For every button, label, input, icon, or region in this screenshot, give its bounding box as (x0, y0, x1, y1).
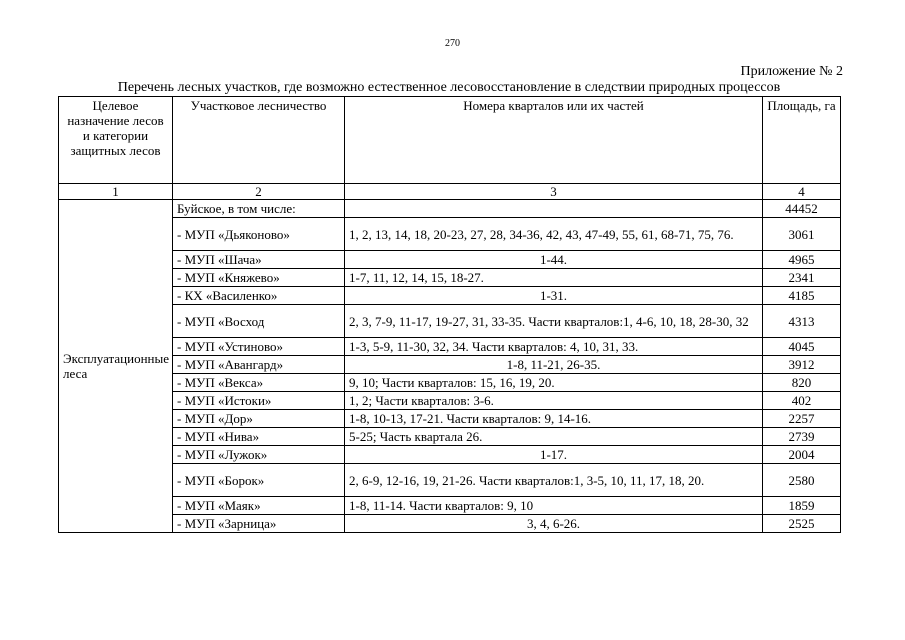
forestry-cell: - МУП «Восход (173, 305, 345, 338)
area-cell: 2257 (763, 410, 841, 428)
quarters-cell: 1-8, 10-13, 17-21. Части кварталов: 9, 14-16. (345, 410, 763, 428)
document-title: Перечень лесных участков, где возможно естественное лесовосстановление в следствии природных процессов (117, 80, 781, 95)
quarters-cell: 5-25; Часть квартала 26. (345, 428, 763, 446)
category-cell: Эксплуатационные леса (59, 200, 173, 533)
table-row (59, 287, 841, 305)
table-row (59, 200, 841, 218)
forestry-cell: - МУП «Нива» (173, 428, 345, 446)
quarters-cell: 1-31. (345, 287, 763, 305)
quarters-cell: 1, 2, 13, 14, 18, 20-23, 27, 28, 34-36, 42, 43, 47-49, 55, 61, 68-71, 75, 76. (345, 218, 763, 251)
column-number: 4 (763, 184, 841, 200)
quarters-cell: 1-8, 11-14. Части кварталов: 9, 10 (345, 497, 763, 515)
header-forestry: Участковое лесничество (173, 97, 345, 184)
quarters-cell: 1-17. (345, 446, 763, 464)
area-cell: 2739 (763, 428, 841, 446)
forestry-cell: - МУП «Дьяконово» (173, 218, 345, 251)
quarters-cell: 9, 10; Части кварталов: 15, 16, 19, 20. (345, 374, 763, 392)
table-row (59, 218, 841, 251)
area-cell: 4965 (763, 251, 841, 269)
table-row (59, 374, 841, 392)
table-header-row (59, 97, 841, 184)
forestry-cell: - МУП «Шача» (173, 251, 345, 269)
header-quarters: Номера кварталов или их частей (345, 97, 763, 184)
table-row (59, 305, 841, 338)
area-cell: 4313 (763, 305, 841, 338)
forestry-cell: - МУП «Княжево» (173, 269, 345, 287)
area-cell: 2004 (763, 446, 841, 464)
table-row (59, 464, 841, 497)
quarters-cell: 1-44. (345, 251, 763, 269)
area-cell: 2525 (763, 515, 841, 533)
area-cell: 4185 (763, 287, 841, 305)
table-row (59, 269, 841, 287)
forestry-cell: - МУП «Лужок» (173, 446, 345, 464)
area-cell: 1859 (763, 497, 841, 515)
forestry-cell: - МУП «Борок» (173, 464, 345, 497)
table-row (59, 428, 841, 446)
table-row (59, 410, 841, 428)
column-number-row (59, 184, 841, 200)
appendix-label: Приложение № 2 (740, 64, 843, 79)
column-number: 3 (345, 184, 763, 200)
forestry-cell: Буйское, в том числе: (173, 200, 345, 218)
area-cell: 402 (763, 392, 841, 410)
quarters-cell: 1-8, 11-21, 26-35. (345, 356, 763, 374)
area-cell: 2341 (763, 269, 841, 287)
forest-plots-table (58, 96, 841, 533)
quarters-cell: 1-3, 5-9, 11-30, 32, 34. Части кварталов: 4, 10, 31, 33. (345, 338, 763, 356)
table-row (59, 338, 841, 356)
quarters-cell: 1, 2; Части кварталов: 3-6. (345, 392, 763, 410)
area-cell: 3912 (763, 356, 841, 374)
table-row (59, 356, 841, 374)
forestry-cell: - КХ «Василенко» (173, 287, 345, 305)
quarters-cell: 2, 6-9, 12-16, 19, 21-26. Части кварталов:1, 3-5, 10, 11, 17, 18, 20. (345, 464, 763, 497)
forestry-cell: - МУП «Векса» (173, 374, 345, 392)
table-row (59, 446, 841, 464)
header-area: Площадь, га (763, 97, 841, 184)
forestry-cell: - МУП «Дор» (173, 410, 345, 428)
quarters-cell: 1-7, 11, 12, 14, 15, 18-27. (345, 269, 763, 287)
area-cell: 4045 (763, 338, 841, 356)
forestry-cell: - МУП «Авангард» (173, 356, 345, 374)
column-number: 1 (59, 184, 173, 200)
column-number: 2 (173, 184, 345, 200)
table-row (59, 251, 841, 269)
forestry-cell: - МУП «Зарница» (173, 515, 345, 533)
quarters-cell: 3, 4, 6-26. (345, 515, 763, 533)
page-number: 270 (445, 38, 460, 49)
quarters-cell (345, 200, 763, 218)
table-row (59, 515, 841, 533)
forestry-cell: - МУП «Истоки» (173, 392, 345, 410)
header-purpose: Целевое назначение лесов и категории защитных лесов (59, 97, 173, 184)
table-row (59, 497, 841, 515)
area-cell: 820 (763, 374, 841, 392)
area-cell: 3061 (763, 218, 841, 251)
quarters-cell: 2, 3, 7-9, 11-17, 19-27, 31, 33-35. Части кварталов:1, 4-6, 10, 18, 28-30, 32 (345, 305, 763, 338)
area-cell: 2580 (763, 464, 841, 497)
forestry-cell: - МУП «Маяк» (173, 497, 345, 515)
area-cell: 44452 (763, 200, 841, 218)
forestry-cell: - МУП «Устиново» (173, 338, 345, 356)
table-row (59, 392, 841, 410)
